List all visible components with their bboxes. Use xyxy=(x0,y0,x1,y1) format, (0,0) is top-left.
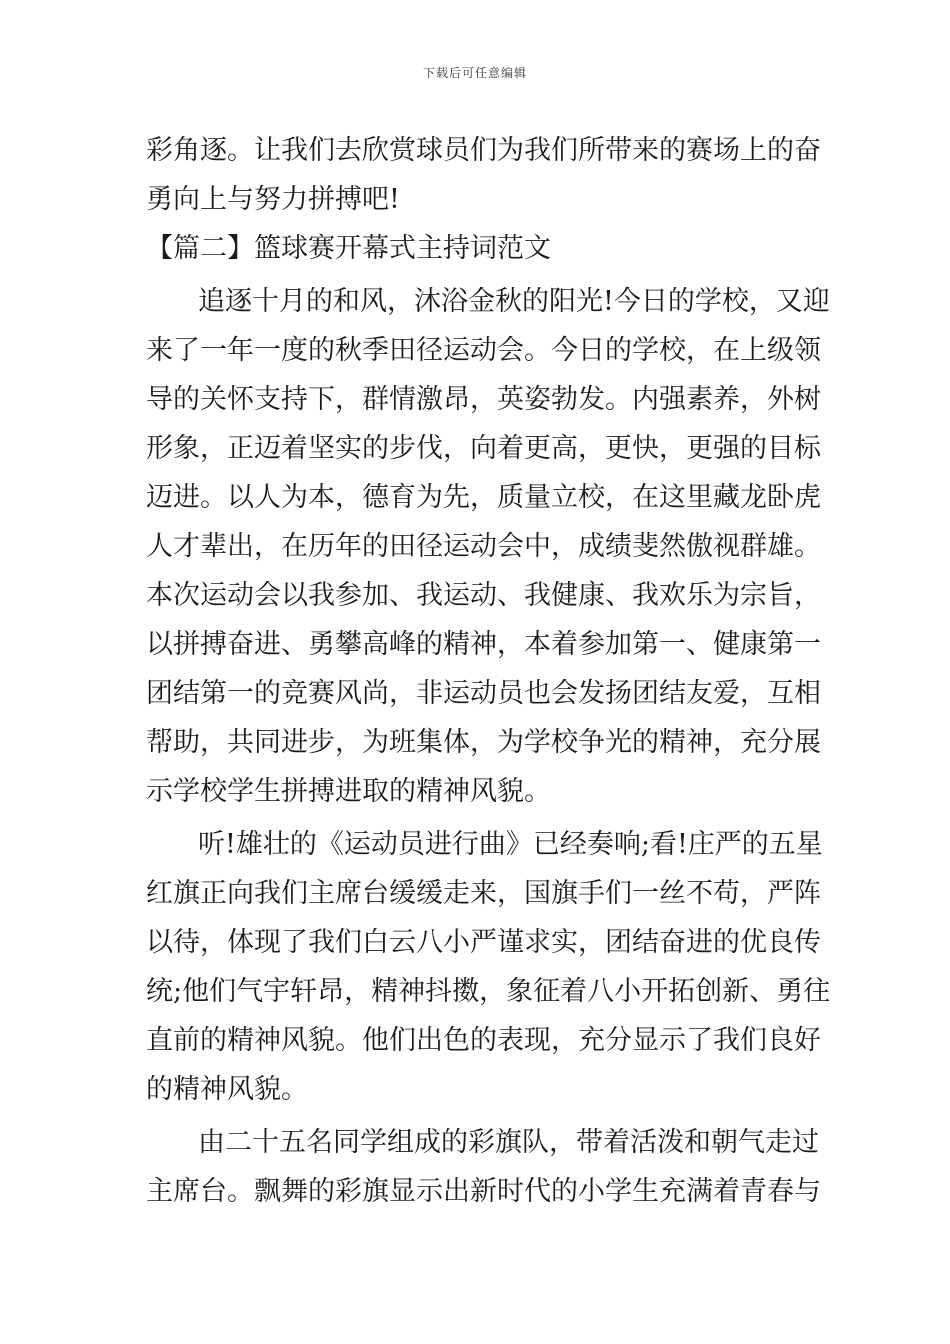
text-line: 以拼搏奋进、勇攀高峰的精神，本着参加第一、健康第一 xyxy=(146,629,821,660)
document-body xyxy=(146,126,831,1216)
text-line: 导的关怀支持下，群情激昂，英姿勃发。内强素养，外树 xyxy=(146,384,821,415)
text-line: 听!雄壮的《运动员进行曲》已经奏响;看!庄严的五星 xyxy=(198,829,823,860)
paragraph-2 xyxy=(146,820,831,1114)
text-line: 的精神风貌。 xyxy=(146,1074,308,1105)
text-line: 帮助，共同进步，为班集体，为学校争光的精神，充分展 xyxy=(146,727,821,758)
text-line: 红旗正向我们主席台缓缓走来，国旗手们一丝不苟，严阵 xyxy=(146,878,821,909)
page-header-note: 下载后可任意编辑 xyxy=(422,66,527,80)
text-line: 本次运动会以我参加、我运动、我健康、我欢乐为宗旨， xyxy=(146,580,821,611)
text-line: 来了一年一度的秋季田径运动会。今日的学校，在上级领 xyxy=(146,335,821,366)
continuation-paragraph xyxy=(146,126,821,224)
paragraph-1 xyxy=(146,277,830,816)
text-line: 直前的精神风貌。他们出色的表现，充分显示了我们良好 xyxy=(146,1025,821,1056)
text-line: 统;他们气宇轩昂，精神抖擞，象征着八小开拓创新、勇往 xyxy=(146,976,831,1007)
text-line: 形象，正迈着坚实的步伐，向着更高，更快，更强的目标 xyxy=(146,433,821,464)
text-line: 主席台。飘舞的彩旗显示出新时代的小学生充满着青春与 xyxy=(146,1176,821,1207)
text-line: 迈进。以人为本，德育为先，质量立校，在这里藏龙卧虎 xyxy=(146,482,821,513)
text-line: 追逐十月的和风，沐浴金秋的阳光!今日的学校，又迎 xyxy=(198,286,830,317)
text-line: 以待，体现了我们白云八小严谨求实，团结奋进的优良传 xyxy=(146,927,821,958)
text-line: 示学校学生拼搏进取的精神风貌。 xyxy=(146,776,551,807)
text-line: 由二十五名同学组成的彩旗队，带着活泼和朝气走过 xyxy=(198,1127,819,1158)
text-line: 团结第一的竞赛风尚，非运动员也会发扬团结友爱，互相 xyxy=(146,678,821,709)
text-line: 彩角逐。让我们去欣赏球员们为我们所带来的赛场上的奋 xyxy=(146,135,821,166)
text-line: 【篇二】篮球赛开幕式主持词范文 xyxy=(146,233,551,264)
paragraph-3 xyxy=(146,1118,821,1216)
section-heading xyxy=(146,224,810,273)
text-line: 勇向上与努力拼搏吧! xyxy=(146,184,400,215)
text-line: 人才辈出，在历年的田径运动会中，成绩斐然傲视群雄。 xyxy=(146,531,821,562)
